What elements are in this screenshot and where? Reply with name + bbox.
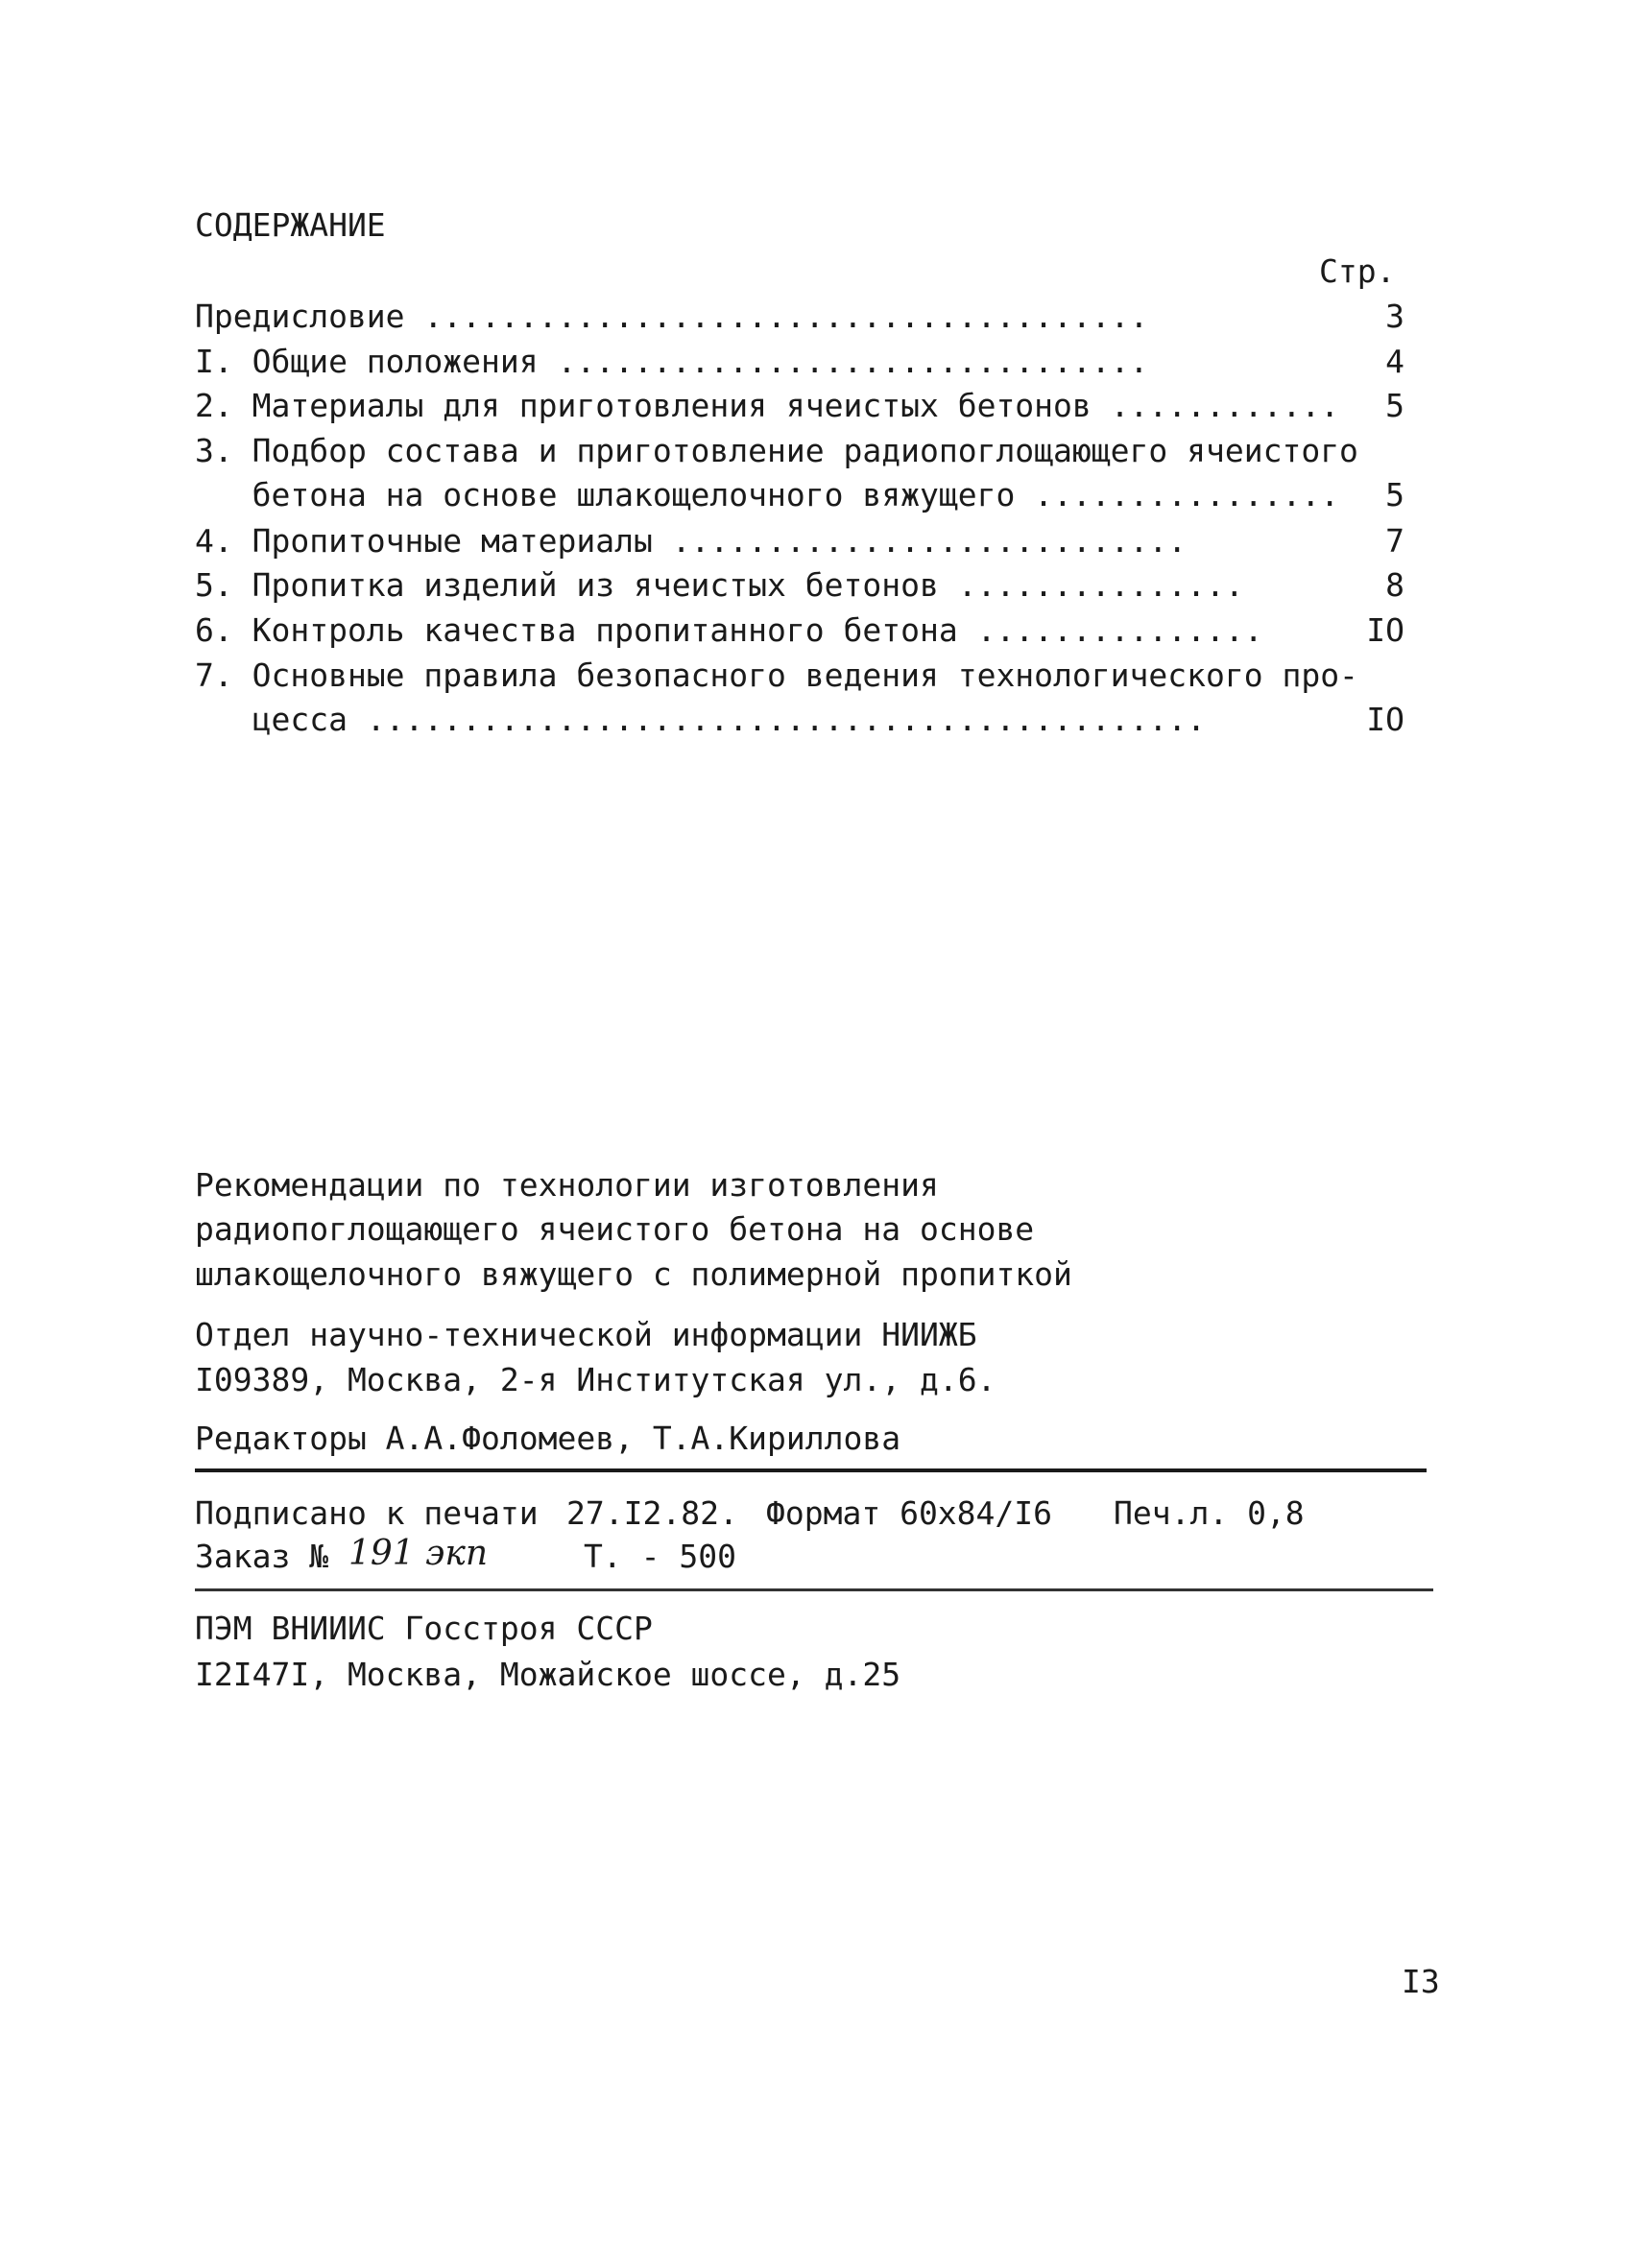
toc-entry-text: 6. Контроль качества пропитанного бетона ............... — [195, 611, 1263, 649]
print-run: Т. - 500 — [584, 1538, 736, 1575]
toc-entry-text-continued: цесса ............................................ — [195, 701, 1206, 738]
page-number: I3 — [1402, 1963, 1440, 2000]
toc-entry-page: 5 — [1385, 387, 1404, 424]
toc-entry-6[interactable] — [195, 611, 1404, 653]
editors: Редакторы А.А.Фоломеев, Т.А.Кириллова — [195, 1420, 901, 1457]
toc-entry-page: IO — [1366, 611, 1404, 649]
toc-page-header: Стр. — [1319, 252, 1396, 290]
toc-entry-page: 4 — [1385, 343, 1404, 380]
toc-entry-5[interactable] — [195, 566, 1404, 608]
signed-date: 27.I2.82. — [566, 1494, 738, 1532]
imprint-title-line: Рекомендации по технологии изготовления — [195, 1166, 939, 1204]
toc-entry-2[interactable] — [195, 387, 1404, 428]
order-number-handwritten: 191 экп — [348, 1534, 489, 1573]
toc-entry-text: Предисловие ...................................... — [195, 298, 1149, 335]
divider-top — [195, 1468, 1427, 1472]
print-format: Формат 60х84/I6 — [766, 1494, 1053, 1532]
toc-entry-page: 7 — [1385, 522, 1404, 560]
toc-entry-preface[interactable] — [195, 300, 1404, 339]
signed-label: Подписано к печати — [195, 1494, 539, 1532]
divider-bottom — [195, 1588, 1433, 1591]
toc-entry-7[interactable] — [195, 659, 1404, 746]
toc-entry-3[interactable] — [195, 432, 1404, 521]
toc-entry-page: 5 — [1385, 476, 1404, 513]
printer-line: ПЭМ ВНИИИС Госстроя СССР — [195, 1610, 653, 1647]
toc-entry-text-continued: бетона на основе шлакощелочного вяжущего ................ — [195, 476, 1340, 513]
toc-entry-4[interactable] — [195, 522, 1404, 563]
toc-entry-text: 7. Основные правила безопасного ведения технологического про- — [195, 657, 1358, 694]
toc-entry-page: IO — [1366, 701, 1404, 738]
toc-entry-text: 5. Пропитка изделий из ячеистых бетонов ............... — [195, 566, 1244, 604]
publisher-address: I09389, Москва, 2-я Институтская ул., д.6. — [195, 1361, 996, 1398]
toc-title: СОДЕРЖАНИЕ — [195, 206, 386, 244]
toc-entry-text: I. Общие положения ............................... — [195, 343, 1149, 380]
toc-entry-text: 3. Подбор состава и приготовление радиопоглощающего ячеистого — [195, 432, 1358, 469]
toc-entry-page: 8 — [1385, 566, 1404, 604]
printer-address: I2I47I, Москва, Можайское шоссе, д.25 — [195, 1656, 901, 1693]
publisher-line: Отдел научно-технической информации НИИЖБ — [195, 1316, 977, 1353]
toc-entry-page: 3 — [1385, 298, 1404, 335]
toc-entry-text: 2. Материалы для приготовления ячеистых бетонов ............ — [195, 387, 1340, 424]
imprint-title-line: радиопоглощающего ячеистого бетона на основе — [195, 1210, 1035, 1248]
order-label: Заказ № — [195, 1538, 329, 1575]
imprint-title-line: шлакощелочного вяжущего с полимерной пропиткой — [195, 1255, 1072, 1293]
toc-entry-text: 4. Пропиточные материалы ........................... — [195, 522, 1188, 560]
print-sheets: Печ.л. 0,8 — [1114, 1494, 1305, 1532]
toc-entry-1[interactable] — [195, 343, 1404, 384]
